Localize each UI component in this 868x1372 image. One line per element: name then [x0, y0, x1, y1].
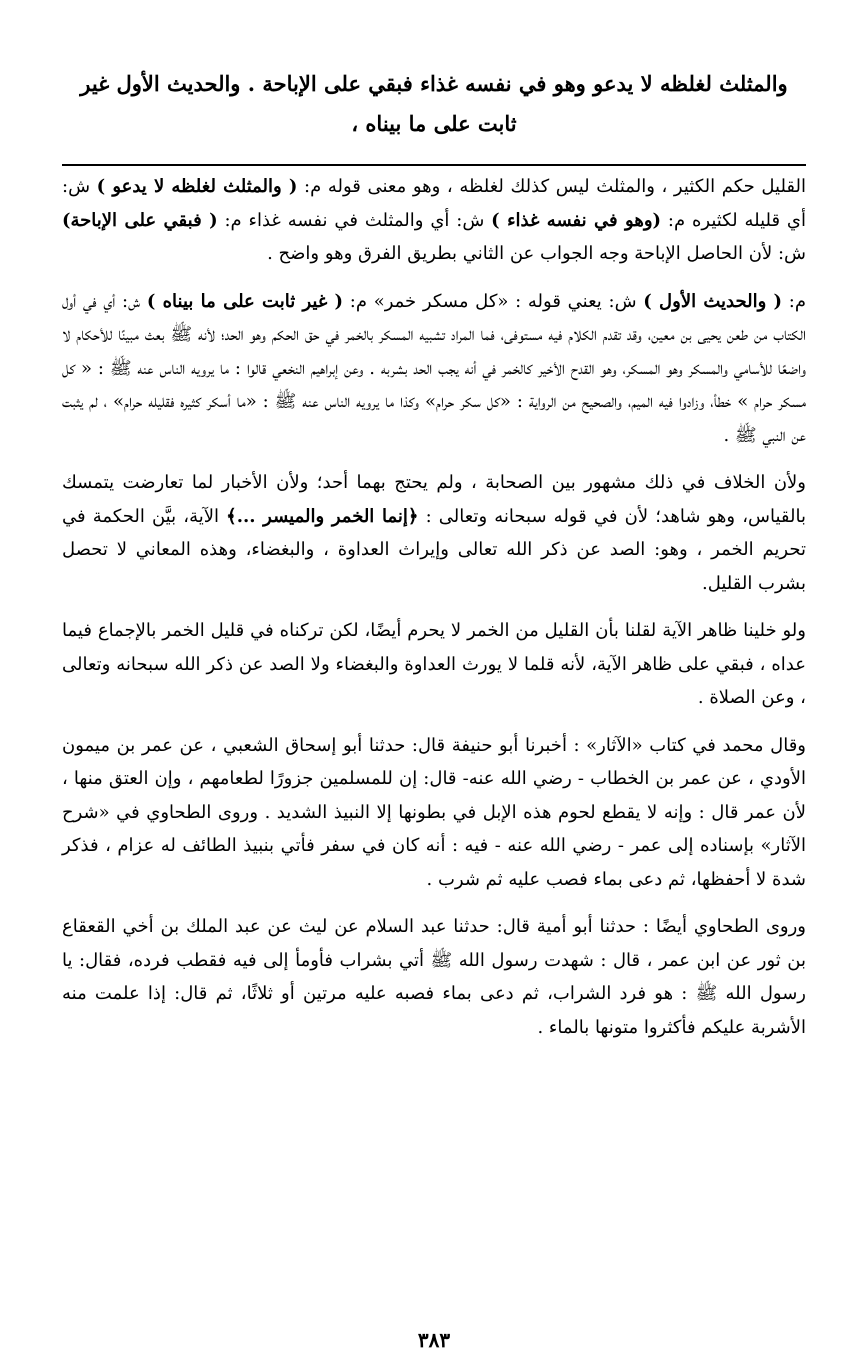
commentary-paragraph-4: ولو خلينا ظاهر الآية لقلنا بأن القليل من الخمر لا يحرم أيضًا، لكن تركناه في قليل الخمر بالإجماع فيما عداه ، فبقي على ظاهر الآية، لأنه قلما لا يورث العداوة والبغضاء ولا الصد عن ذكر الله سبحانه وتعالى ، وعن الصلاة . — [62, 620, 806, 708]
commentary-text: ش: أي والمثلث في نفسه غذاء م: — [217, 209, 492, 231]
page-body — [62, 64, 806, 1044]
matn-quote: ( والمثلث لغلظه لا يدعو ) — [96, 176, 298, 197]
commentary-text: ش: لأن الحاصل الإباحة وجه الجواب عن الثاني بطريق الفرق وهو واضح . — [267, 243, 806, 264]
commentary-text: ولأن الخلاف في ذلك مشهور بين الصحابة ، ولم يحتج بهما أحد؛ ولأن الأخبار لما تعارضت يتمسك بالقياس، وهو شاهد؛ لأن في قوله سبحانه وتعالى : — [62, 472, 806, 527]
commentary-text: ش: يعني قوله : «كل مسكر خمر» م: — [343, 290, 644, 312]
commentary-paragraph-5: وقال محمد في كتاب «الآثار» : أخبرنا أبو حنيفة قال: حدثنا أبو إسحاق الشعبي ، عن عمر بن ميمون الأودي ، عن عمر بن الخطاب - رضي الله عنه- قال: إن للمسلمين جزورًا لطعامهم ، وإن العتق منها ، لأن عمر قال : وإنه لا يقطع لحوم هذه الإبل في بطونها إلا النبيذ الشديد . وروى الطحاوي في «شرح الآثار» بإسناده إلى عمر - رضي الله عنه - فيه : أنه كان في سفر فأتي بنبيذ الطائف له عزام ، فذكر شدة لا أحفظها، ثم دعى بماء فصب عليه ثم شرب . — [62, 734, 806, 890]
matn-quote: (وهو في نفسه غذاء ) — [491, 209, 662, 231]
commentary-paragraph-2 — [62, 285, 806, 453]
matn-quote: ( والحديث الأول ) — [643, 290, 783, 312]
matn-quote: ( غير ثابت على ما بيناه ) — [146, 290, 344, 312]
quran-quote: ﴿إنما الخمر والميسر ...﴾ — [226, 505, 419, 527]
commentary-text: ش: أي قليله لكثيره م: — [62, 176, 807, 231]
matn-quote: ( فبقي على الإباحة) — [62, 209, 218, 231]
separator-rule — [62, 164, 806, 166]
commentary-paragraph-6: وروى الطحاوي أيضًا : حدثنا أبو أمية قال: حدثنا عبد السلام عن ليث عن عبد الملك بن أخي القعقاع بن ثور عن ابن عمر ، قال : شهدت رسول الله ﷺ أتي بشراب فأومأ إلى فيه فقطب فرده، فقال: يا رسول الله ﷺ : هو فرد الشراب، ثم دعى بماء فصبه عليه مرتين أو ثلاثًا، ثم قال: إذا علمت منه الأشربة عليكم فأكثروا متونها بالماء . — [62, 916, 806, 1038]
matn-text: والمثلث لغلظه لا يدعو وهو في نفسه غذاء فبقي على الإباحة . والحديث الأول غير ثابت على ما بيناه ، — [80, 71, 788, 136]
commentary-paragraph-1 — [62, 170, 806, 271]
commentary-paragraph-3 — [62, 466, 806, 600]
commentary-text: الآية، بيَّن الحكمة في تحريم الخمر ، وهو: الصد عن ذكر الله تعالى وإيراث العداوة ، والبغضاء، وهذه المعاني لا تحصل بشرب القليل. — [62, 505, 806, 594]
commentary-text: القليل حكم الكثير ، والمثلث ليس كذلك لغلظه ، وهو معنى قوله م: — [297, 176, 806, 197]
commentary-text: م: — [782, 290, 806, 312]
page-number: ٣٨٣ — [417, 1328, 451, 1352]
commentary-text: ش: أي في أول الكتاب من طعن يحيى بن معين، وقد تقدم الكلام فيه مستوفى، فما المراد تشبيه المسكر بالخمر في حق الحكم وهو الحد؛ لأنه ﷺ بعث مبينًا للأحكام لا واضعًا للأسامي والمسكر وهو المسكر، وهو القدح الأخير كالخمر في أنه يجب الحد بشربه . وعن إبراهيم النخعي قالوا : ما يرويه الناس عنه ﷺ : « كل مسكر حرام » خطأ، وزادوا فيه الميم، والصحيح من الرواية : «كل سكر حرام» وكذا ما يرويه الناس عنه ﷺ : «ما أسكر كثيره فقليله حرام» ، لم يثبت عن النبي ﷺ . — [62, 290, 806, 446]
